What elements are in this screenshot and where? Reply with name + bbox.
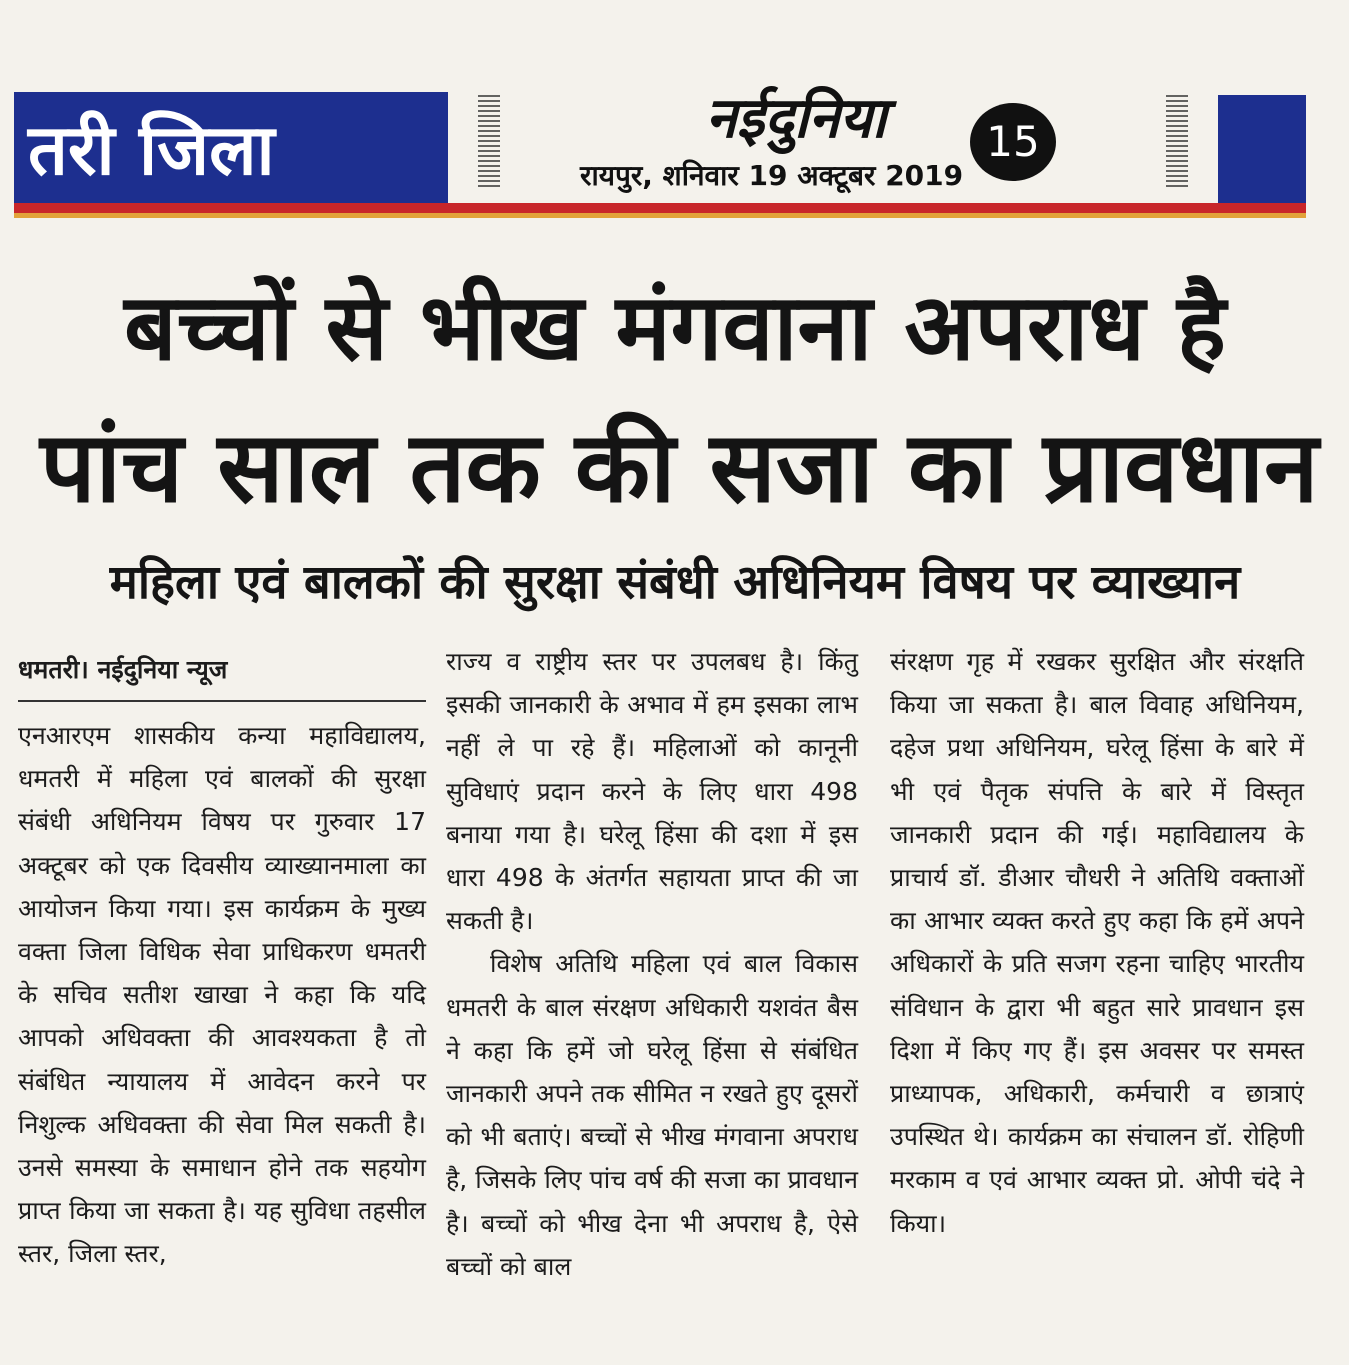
column-2-paragraph-1: राज्य व राष्ट्रीय स्तर पर उपलबध है। किंतु इसकी जानकारी के अभाव में हम इसका लाभ नहीं ले पा रहे हैं। महिलाओं को कानूनी सुविधाएं प्रदान करने के लिए धारा 498 बनाया गया है। घरेलू हिंसा की दशा में इस धारा 498 के अंतर्गत सहायता प्राप्त की जा सकती है। (446, 647, 858, 936)
headline-line-1: बच्चों से भीख मंगवाना अपराध है (124, 274, 1226, 381)
article-column-1 (18, 640, 426, 1276)
column-1-text: एनआरएम शासकीय कन्या महाविद्यालय, धमतरी में महिला एवं बालकों की सुरक्षा संबंधी अधिनियम विषय पर गुरुवार 17 अक्टूबर को एक दिवसीय व्याख्यानमाला का आयोजन किया गया। इस कार्यक्रम के मुख्य वक्ता जिला विधिक सेवा प्राधिकरण धमतरी के सचिव सतीश खाखा ने कहा कि यदि आपको अधिवक्ता की आवश्यकता है तो संबंधित न्यायालय में आवेदन करने पर निशुल्क अधिवक्ता की सेवा मिल सकती है। उनसे समस्या के समाधान होने तक सहयोग प्राप्त किया जा सकता है। यह सुविधा तहसील स्तर, जिला स्तर, (18, 721, 426, 1269)
barcode-left-icon (478, 95, 500, 190)
article-column-2 (446, 640, 858, 1288)
byline: धमतरी। नईदुनिया न्यूज (18, 640, 426, 702)
article-column-3 (890, 640, 1304, 1245)
section-title: तरी जिला (28, 109, 275, 191)
headline-line-2: पांच साल तक की सजा का प्रावधान (40, 411, 1319, 525)
barcode-right-icon (1166, 95, 1188, 190)
section-band-right (1218, 95, 1306, 210)
column-2-paragraph-2: विशेष अतिथि महिला एवं बाल विकास धमतरी के बाल संरक्षण अधिकारी यशवंत बैस ने कहा कि हमें जो घरेलू हिंसा से संबंधित जानकारी अपने तक सीमित न रखते हुए दूसरों को भी बताएं। बच्चों से भीख मंगवाना अपराध है, जिसके लिए पांच वर्ष की सजा का प्रावधान है। बच्चों को भीख देना भी अपराध है, ऐसे बच्चों को बाल (446, 949, 858, 1281)
masthead-rule-accent (14, 213, 1306, 218)
dateline: रायपुर, शनिवार 19 अक्टूबर 2019 (580, 159, 964, 192)
page-number-badge: 15 (970, 103, 1056, 181)
subheadline: महिला एवं बालकों की सुरक्षा संबंधी अधिनियम विषय पर व्याख्यान (109, 555, 1241, 610)
newspaper-name: नईदुनिया (705, 86, 887, 151)
column-3-text: संरक्षण गृह में रखकर सुरक्षित और संरक्षति किया जा सकता है। बाल विवाह अधिनियम, दहेज प्रथा अधिनियम, घरेलू हिंसा के बारे में भी एवं पैतृक संपत्ति के बारे में विस्तृत जानकारी प्रदान की गई। महाविद्यालय के प्राचार्य डॉ. डीआर चौधरी ने अतिथि वक्ताओं का आभार व्यक्त करते हुए कहा कि हमें अपने अधिकारों के प्रति सजग रहना चाहिए भारतीय संविधान के द्वारा भी बहुत सारे प्रावधान इस दिशा में किए गए हैं। इस अवसर पर समस्त प्राध्यापक, अधिकारी, कर्मचारी व छात्राएं उपस्थित थे। कार्यक्रम का संचालन डॉ. रोहिणी मरकाम व एवं आभार व्यक्त प्रो. ओपी चंदे ने किया। (890, 647, 1304, 1238)
masthead-rule (14, 203, 1306, 213)
